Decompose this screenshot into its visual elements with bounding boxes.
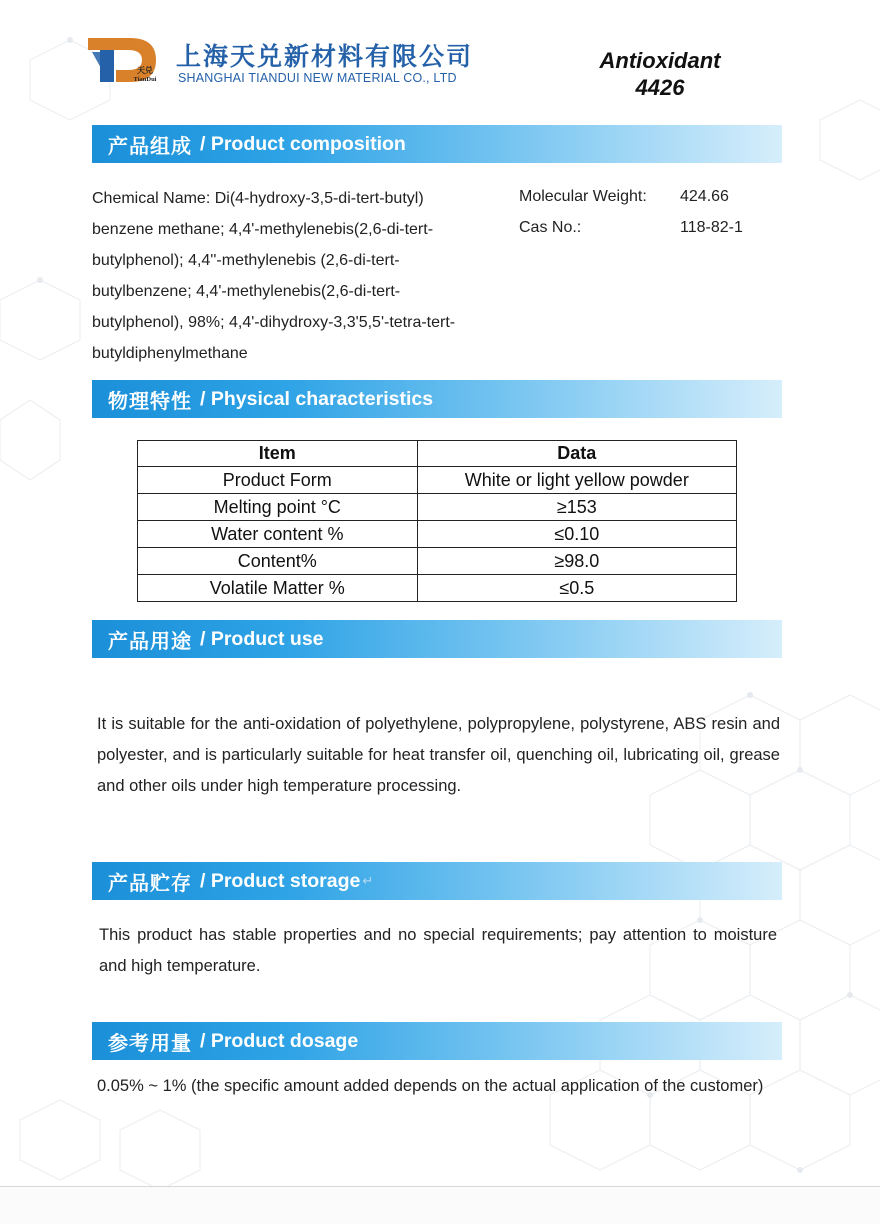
molecular-weight-label: Molecular Weight:	[519, 188, 647, 205]
chemical-name: Chemical Name: Di(4-hydroxy-3,5-di-tert-butyl) benzene methane; 4,4'-methylenebis(2,6-di-tert-butylphenol); 4,4''-methylenebis (2,6-di-tert-butylbenzene; 4,4'-methylenebis(2,6-di-tert-butylphenol), 98%; 4,4'-dihydroxy-3,3'5,5'-tetra-tert-butyldiphenylmethane	[92, 190, 456, 362]
section-header-composition	[92, 125, 782, 163]
cas-label: Cas No.:	[519, 219, 582, 236]
table-cell-data: ≤0.5	[417, 575, 736, 602]
section-title-en: / Physical characteristics	[200, 387, 434, 410]
table-cell-item: Volatile Matter %	[138, 575, 418, 602]
product-storage-text: This product has stable properties and no special requirements; pay attention to moisture and high temperature.	[99, 926, 777, 975]
table-cell-item: Product Form	[138, 467, 418, 494]
table-cell-data: White or light yellow powder	[417, 467, 736, 494]
product-title-line1: Antioxidant	[599, 48, 721, 73]
table-header-data: Data	[417, 441, 736, 467]
table-row	[138, 494, 737, 521]
cas-value: 118-82-1	[680, 219, 743, 236]
company-name-en: SHANGHAI TIANDUI NEW MATERIAL CO., LTD	[178, 71, 457, 85]
specification-table	[137, 440, 737, 602]
product-title	[560, 47, 760, 101]
table-header-row	[138, 441, 737, 467]
table-cell-item: Water content %	[138, 521, 418, 548]
section-title-en: / Product storage	[200, 869, 361, 892]
table-cell-data: ≥153	[417, 494, 736, 521]
section-title-cn: 产品用途	[108, 628, 192, 653]
logo-seal-cn: 天兑	[137, 66, 153, 75]
product-dosage-text: 0.05% ~ 1% (the specific amount added depends on the actual application of the customer)	[97, 1077, 764, 1095]
table-row	[138, 548, 737, 575]
table-row	[138, 467, 737, 494]
section-header-storage	[92, 862, 782, 900]
section-header-dosage	[92, 1022, 782, 1060]
logo-seal	[128, 66, 162, 84]
section-header-use	[92, 620, 782, 658]
table-header-item: Item	[138, 441, 418, 467]
table-cell-item: Melting point °C	[138, 494, 418, 521]
section-header-physical	[92, 380, 782, 418]
section-title-cn: 产品组成	[108, 133, 192, 158]
table-cell-item: Content%	[138, 548, 418, 575]
section-title-en: / Product use	[200, 627, 324, 650]
section-title-en: / Product dosage	[200, 1029, 359, 1052]
table-cell-data: ≤0.10	[417, 521, 736, 548]
product-title-line2: 4426	[635, 75, 685, 100]
return-mark: ↵	[362, 873, 374, 888]
section-title-cn: 物理特性	[108, 388, 192, 413]
footer-band	[0, 1187, 880, 1224]
molecular-weight-value: 424.66	[680, 188, 729, 205]
company-name-cn: 上海天兑新材料有限公司	[176, 42, 474, 71]
section-title-en: / Product composition	[200, 132, 406, 155]
table-cell-data: ≥98.0	[417, 548, 736, 575]
section-title-cn: 参考用量	[108, 1030, 192, 1055]
product-use-text: It is suitable for the anti-oxidation of polyethylene, polypropylene, polystyrene, ABS resin and polyester, and is particularly suitable for heat transfer oil, quenching oil, lubricating oil, grease and other oils under high temperature processing.	[97, 715, 780, 795]
section-title-cn: 产品贮存	[108, 870, 192, 895]
logo-seal-en: TianDui	[133, 76, 157, 83]
table-row	[138, 521, 737, 548]
table-row	[138, 575, 737, 602]
